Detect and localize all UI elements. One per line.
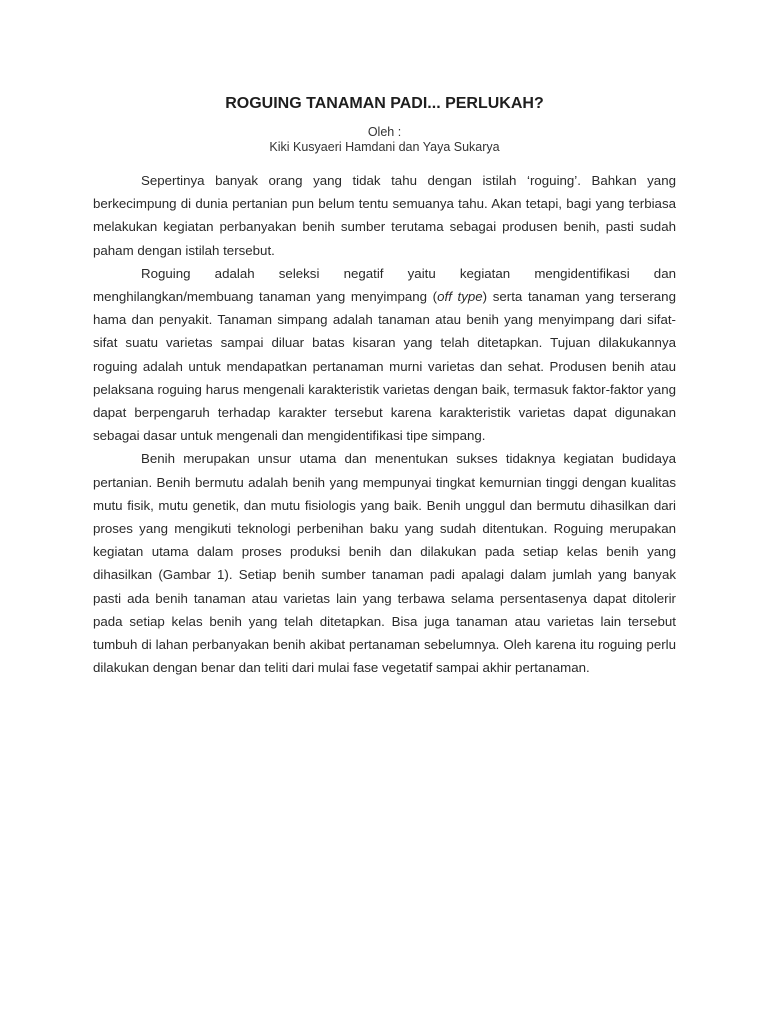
- paragraph-2-text-end: ) serta tanaman yang terserang hama dan penyakit. Tanaman simpang adalah tanaman atau benih yang menyimpang dari sifat-sifat suatu varietas sampai diluar batas kisaran yang telah ditetapkan. Tujuan dilakukannya roguing adalah untuk mendapatkan pertanaman murni varietas dan sehat. Produsen benih atau pelaksana roguing harus mengenali karakteristik varietas dengan baik, termasuk faktor-faktor yang dapat berpengaruh terhadap karakter tersebut karena karakteristik varietas dapat digunakan sebagai dasar untuk mengenali dan mengidentifikasi tipe simpang.: [93, 289, 676, 444]
- article-body: [93, 169, 676, 679]
- byline-prefix: Oleh :: [367, 125, 402, 139]
- paragraph-2-text-start: Roguing adalah seleksi negatif yaitu kegiatan mengidentifikasi dan menghilangkan/membuang tanaman yang menyimpang (: [93, 265, 676, 305]
- byline: [93, 125, 676, 155]
- paragraph-2-italic-term: off type: [437, 289, 483, 305]
- author-names: Kiki Kusyaeri Hamdani dan Yaya Sukarya: [269, 140, 500, 154]
- paragraph-3: Benih merupakan unsur utama dan menentukan sukses tidaknya kegiatan budidaya pertanian. Benih bermutu adalah benih yang mempunyai tingkat kemurnian tinggi dengan kualitas mutu fisik, mutu genetik, dan mutu fisiologis yang baik. Benih unggul dan bermutu dihasilkan dari proses yang mengikuti teknologi perbenihan baku yang sudah ditentukan. Roguing merupakan kegiatan utama dalam proses produksi benih dan dilakukan pada setiap kelas benih yang dihasilkan (Gambar 1). Setiap benih sumber tanaman padi apalagi dalam jumlah yang banyak pasti ada benih tanaman atau varietas lain yang terbawa selama persentasenya dapat ditolerir pada setiap kelas benih yang telah ditetapkan. Bisa juga tanaman atau varietas lain tersebut tumbuh di lahan perbanyakan benih akibat pertanaman sebelumnya. Oleh karena itu roguing perlu dilakukan dengan benar dan teliti dari mulai fase vegetatif sampai akhir pertanaman.: [93, 451, 676, 676]
- paragraph-2: [93, 262, 676, 448]
- paragraph-1: Sepertinya banyak orang yang tidak tahu dengan istilah ‘roguing’. Bahkan yang berkecimpung di dunia pertanian pun belum tentu semuanya tahu. Akan tetapi, bagi yang terbiasa melakukan kegiatan perbanyakan benih sumber terutama sebagai produsen benih, pasti sudah paham dengan istilah tersebut.: [93, 173, 676, 258]
- document-title: ROGUING TANAMAN PADI... PERLUKAH?: [225, 95, 544, 112]
